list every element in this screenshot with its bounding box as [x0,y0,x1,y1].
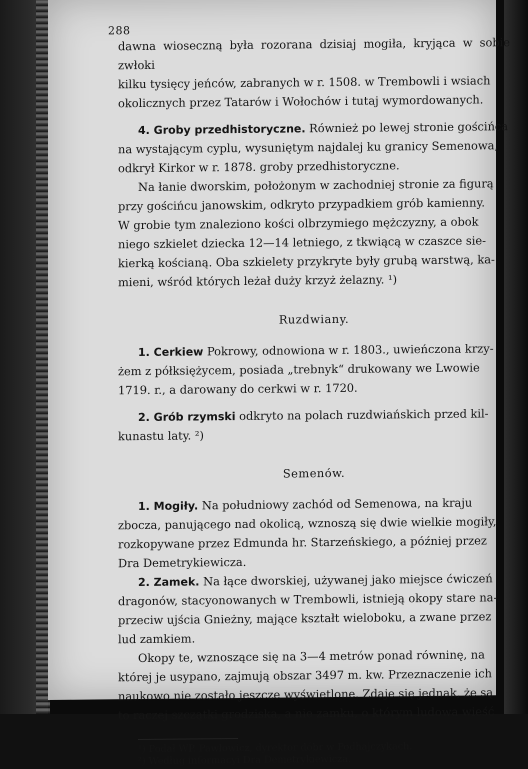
item-heading: 4. Groby przedhistoryczne. [138,122,306,138]
item-heading: 1. Cerkiew [138,345,204,360]
text-line: przeciw ujścia Gnieżny, mające kształt wieloboku, a zwane przez [118,609,492,628]
intro-paragraph [118,33,510,113]
paragraph-okopy [118,645,510,725]
page-content [108,17,510,768]
text-line: kilku tysięcy jeńców, zabranych w r. 1508. w Trembowli i wsiach [118,73,491,92]
text-line: niego szkielet dziecka 12—14 letniego, z tkwiącą w czaszce sie- [118,233,486,252]
book-page [48,0,510,768]
text-line: mieni, wśród których leżał duży krzyż żelazny. ¹) [118,272,398,290]
text-line: okolicznych przez Tatarów i Wołochów i tutaj wymordowanych. [118,92,484,111]
text-line: na wystającym cyplu, wysuniętym najdalej ku granicy Semenowa, [118,138,499,157]
text-line: Dra Demetrykiewicza. [118,554,247,571]
text-line: przy gościńcu janowskim, odkryto przypadkiem grób kamienny. [118,195,486,214]
text-line: W grobie tym znaleziono kości olbrzymiego mężczyzny, a obok [118,214,479,233]
text-line: żem z półksiężycem, posiada „trebnyk“ drukowany we Lwowie [118,360,480,379]
text-line: Okopy te, wznoszące się na 3—4 metrów ponad równinę, na [138,647,485,666]
item-grob-rzymski [118,404,510,446]
text-line: kierką kościaną. Oba szkielety przykryte były grubą warstwą, ka- [118,252,495,271]
footnote-divider [138,738,238,740]
text-line: Również po lewej stronie gościńca [309,119,509,136]
section-heading: Ruzdwiany. [278,311,350,327]
text-line: Na łanie dworskim, położonym w zachodniej stronie za figurą [138,176,494,195]
text-line: to raczej szczątki grodziska, a nie zamku, o którym ludowa wieść [118,704,495,723]
text-line: 1719. r., a darowany do cerkwi w r. 1720. [118,380,358,398]
item-heading: 2. Zamek. [138,575,200,590]
item-zamek [118,569,510,649]
text-line: dragonów, stacyonowanych w Trembowli, istnieją okopy stare na- [118,590,498,609]
text-line: lud zamkiem. [118,631,196,647]
paragraph-grob-kamienny [118,174,510,292]
text-line: Pokrowy, odnowiona w r. 1803., uwieńczona krzy- [206,341,494,359]
item-groby [118,117,510,178]
text-line: dawna wioseczną była rozorana dzisiaj mogiła, kryjąca w sobie zwłoki [118,35,510,73]
footnote: ²) Według informacyi Dra Demetrykiewicza. [138,753,351,768]
text-line: Na południowy zachód od Semenowa, na kraju [201,495,473,513]
text-line: odkrył Kirkor w r. 1878. groby przedhistoryczne. [118,158,400,176]
text-line: zbocza, panującego nad okolicą, wznoszą się dwie wielkie mogiły, [118,514,497,533]
item-heading: 1. Mogiły. [138,499,199,514]
item-cerkiew [118,339,510,400]
page-number: 288 [108,24,131,38]
text-line: której je usypano, zajmują obszar 3497 m. kw. Przeznaczenie ich [118,666,492,685]
item-mogily [118,493,510,573]
item-heading: 2. Grób rzymski [138,410,236,425]
text-line: odkryto na polach ruzdwiańskich przed kil- [239,406,489,423]
text-line: Na łące dworskiej, używanej jako miejsce ćwiczeń [203,571,493,589]
footnote: ¹) Podał WP. Pawłowicz, dyrektor dóbr w Podhajczykach. [138,741,413,756]
text-line: rozkopywane przez Edmunda hr. Starzeńskiego, a później przez [118,533,487,552]
section-heading: Semenów. [282,465,346,481]
text-line: kunastu laty. ²) [118,428,204,444]
text-line: naukowo nie zostało jeszcze wyświetlone. Zdaje się jednak, że są [118,685,494,704]
